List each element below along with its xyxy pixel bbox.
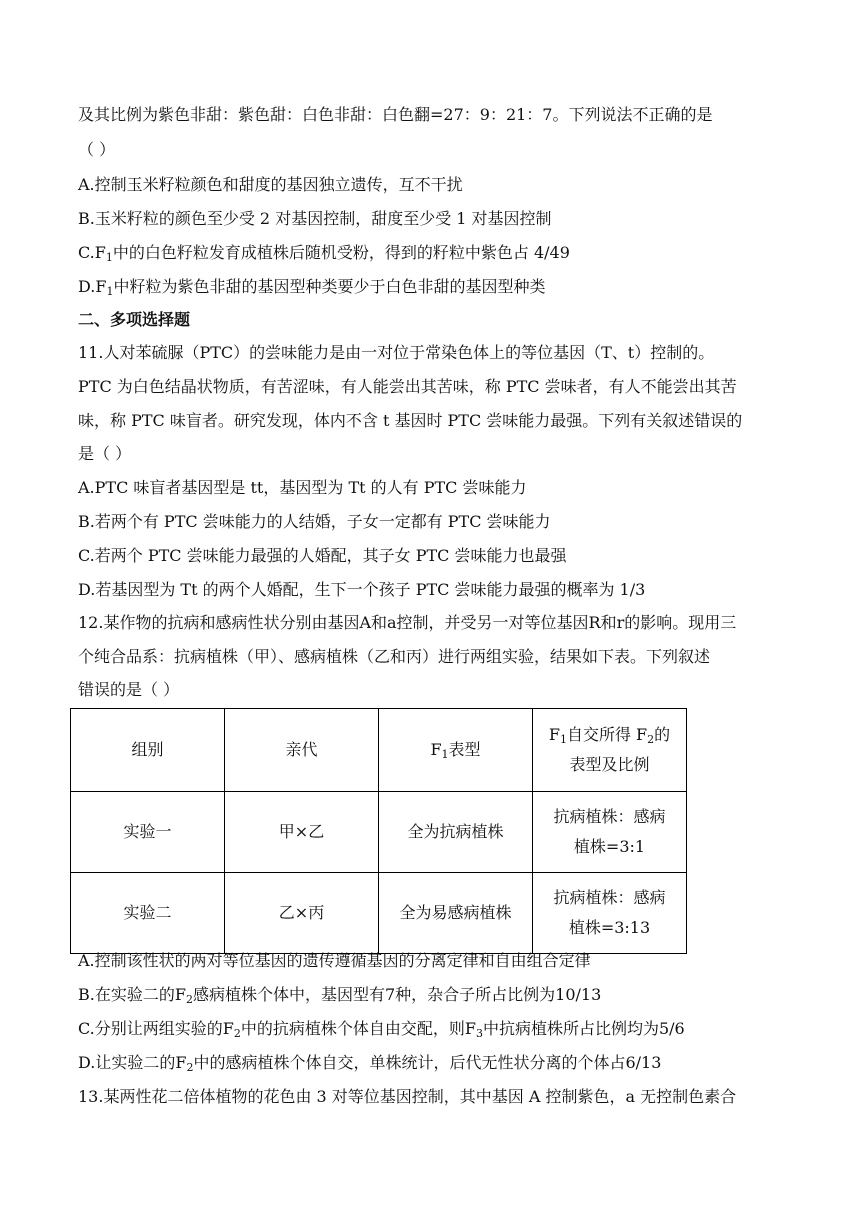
experiment-table [70, 708, 687, 954]
question-11-option-c: C.若两个 PTC 尝味能力最强的人婚配，其子女 PTC 尝味能力也最强 [78, 546, 567, 565]
header-f1-prefix: F [430, 740, 442, 759]
header-f2-line-2: 表型及比例 [569, 755, 650, 774]
cell-f2-line-2: 植株=3:1 [573, 837, 646, 856]
header-f1-phenotype [379, 709, 533, 792]
header-group: 组别 [71, 709, 225, 792]
cell-group: 实验二 [71, 873, 225, 954]
header-f2-phenotype-ratio [533, 709, 687, 792]
option-d-prefix: D.让实验二的F [78, 1053, 187, 1072]
cell-f2 [533, 873, 687, 954]
option-b-text: 感病植株个体中，基因型有7种，杂合子所占比例为10/13 [192, 985, 602, 1004]
header-f1-text: 表型 [448, 740, 481, 759]
cell-parent: 甲×乙 [225, 792, 379, 873]
option-b-prefix: B.在实验二的F [78, 985, 186, 1004]
cell-f2 [533, 792, 687, 873]
option-c-prefix: C.分别让两组实验的F [78, 1019, 234, 1038]
subscript: 1 [559, 733, 567, 746]
subscript: 1 [106, 285, 114, 298]
question-12-option-d [78, 1052, 820, 1074]
cell-f1: 全为抗病植株 [379, 792, 533, 873]
question-11-option-d: D.若基因型为 Tt 的两个人婚配，生下一个孩子 PTC 尝味能力最强的概率为 1/3 [78, 580, 646, 599]
table-row [71, 792, 687, 873]
question-11-stem-line-1: 11.人对苯硫脲（PTC）的尝味能力是由一对位于常染色体上的等位基因（T、t）控制的。 [78, 343, 715, 362]
option-c-mid: 中的抗病植株个体自由交配，则F [240, 1019, 476, 1038]
subscript: 1 [105, 251, 113, 264]
subscript: 3 [475, 1027, 483, 1040]
option-c-prefix: C.F [78, 243, 106, 262]
question-10-option-d [78, 276, 820, 298]
question-11-stem-line-2: PTC 为白色结晶状物质，有苦涩味，有人能尝出其苦味，称 PTC 尝味者，有人不能尝出其苦 [78, 377, 737, 396]
option-d-prefix: D.F [78, 277, 107, 296]
question-12-stem-line-2: 个纯合品系：抗病植株（甲）、感病植株（乙和丙）进行两组实验，结果如下表。下列叙述 [78, 647, 711, 666]
section-heading: 二、多项选择题 [78, 310, 191, 329]
question-12-stem-line-3: 错误的是（ ） [78, 680, 180, 699]
question-12-option-a: A.控制该性状的两对等位基因的遗传遵循基因的分离定律和自由组合定律 [78, 951, 591, 970]
question-11-option-b: B.若两个有 PTC 尝味能力的人结婚，子女一定都有 PTC 尝味能力 [78, 512, 551, 531]
subscript: 2 [647, 733, 655, 746]
header-f2-mid: 自交所得 F [566, 725, 648, 744]
question-11-stem-line-4: 是（ ） [78, 444, 132, 463]
header-f2-prefix: F [548, 725, 560, 744]
subscript: 1 [441, 748, 449, 761]
cell-parent: 乙×丙 [225, 873, 379, 954]
subscript: 2 [186, 1061, 194, 1074]
header-parent: 亲代 [225, 709, 379, 792]
question-13-stem-line-1: 13.某两性花二倍体植物的花色由 3 对等位基因控制，其中基因 A 控制紫色，a 无控制色素合 [78, 1087, 737, 1106]
cell-f2-line-1: 抗病植株：感病 [553, 807, 666, 826]
subscript: 2 [185, 993, 193, 1006]
option-d-text: 中的感病植株个体自交，单株统计，后代无性状分离的个体占6/13 [193, 1053, 662, 1072]
question-10-option-a: A.控制玉米籽粒颜色和甜度的基因独立遗传，互不干扰 [78, 175, 463, 194]
cell-f2-line-1: 抗病植株：感病 [553, 888, 666, 907]
question-11-stem-line-3: 味，称 PTC 味盲者。研究发现，体内不含 t 基因时 PTC 尝味能力最强。下列有关叙述错误的 [78, 411, 743, 430]
option-c-text: 中的白色籽粒发育成植株后随机受粉，得到的籽粒中紫色占 4/49 [112, 243, 570, 262]
cell-f2-line-2: 植株=3:13 [568, 918, 651, 937]
question-12-stem-line-1: 12.某作物的抗病和感病性状分别由基因A和a控制，并受另一对等位基因R和r的影响。现用三 [78, 613, 737, 632]
option-d-text: 中籽粒为紫色非甜的基因型种类要少于白色非甜的基因型种类 [113, 277, 546, 296]
question-10-option-b: B.玉米籽粒的颜色至少受 2 对基因控制，甜度至少受 1 对基因控制 [78, 209, 552, 228]
subscript: 2 [233, 1027, 241, 1040]
question-10-stem-continued: 及其比例为紫色非甜：紫色甜：白色非甜：白色翻=27：9：21：7。下列说法不正确的是 [78, 105, 713, 124]
table-row [71, 873, 687, 954]
cell-f1: 全为易感病植株 [379, 873, 533, 954]
cell-group: 实验一 [71, 792, 225, 873]
question-12-option-c [78, 1018, 820, 1040]
question-10-option-c [78, 242, 820, 264]
header-f2-suffix: 的 [654, 725, 671, 744]
question-11-option-a: A.PTC 味盲者基因型是 tt，基因型为 Tt 的人有 PTC 尝味能力 [78, 478, 527, 497]
question-12-option-b [78, 984, 820, 1006]
question-10-answer-bracket: （ ） [78, 140, 116, 159]
table-header-row [71, 709, 687, 792]
option-c-text: 中抗病植株所占比例均为5/6 [482, 1019, 685, 1038]
